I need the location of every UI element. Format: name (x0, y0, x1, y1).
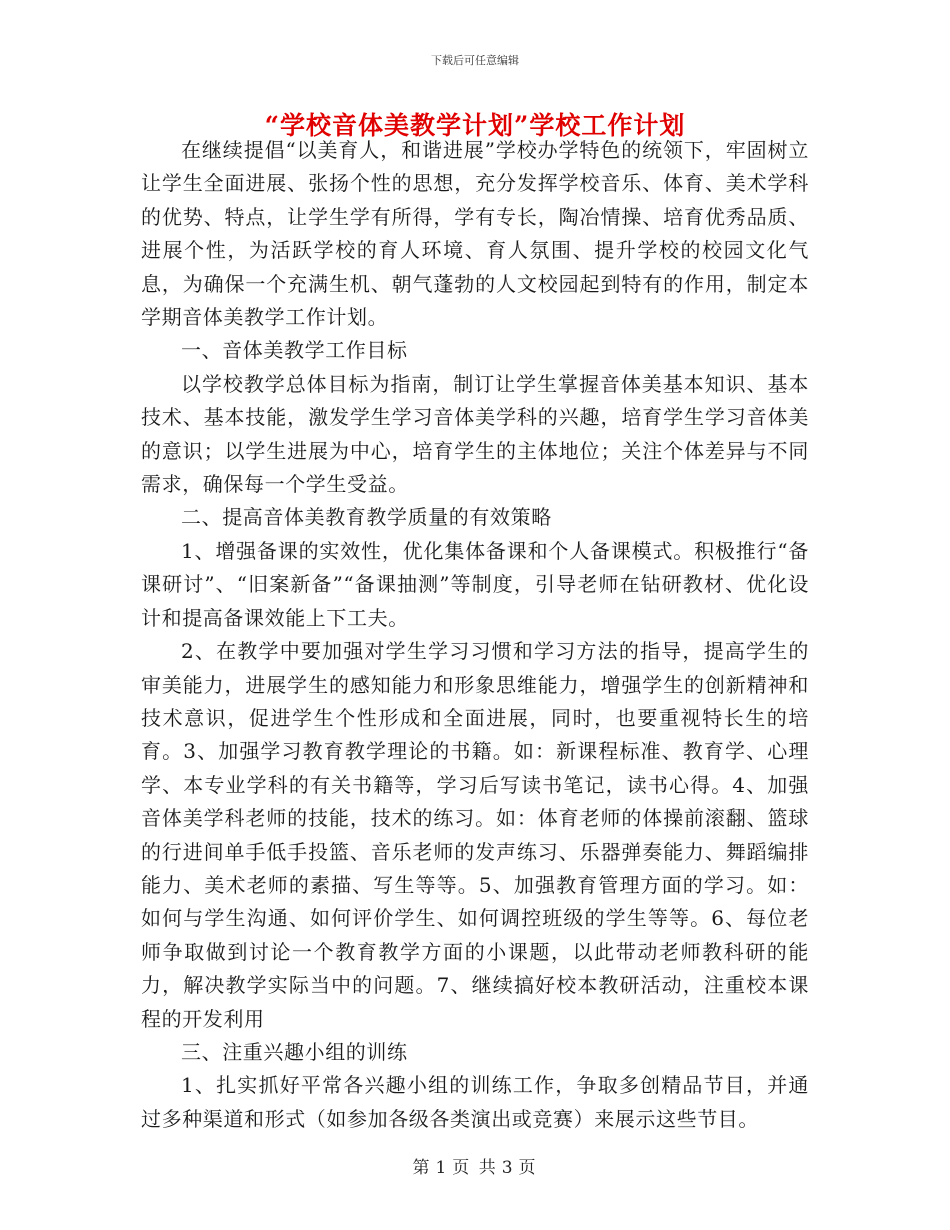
section-heading-1: 一、音体美教学工作目标 (181, 338, 408, 363)
footer-mid: 页 共 (452, 1158, 498, 1178)
paragraph-strategy-1: 1、增强备课的实效性，优化集体备课和个人备课模式。积极推行“备课研讨”、“旧案新备”“备课抽测”等制度，引导老师在钻研教材、优化设计和提高备课效能上下工夫。 (141, 538, 809, 630)
section-heading-2: 二、提高音体美教育教学质量的有效策略 (181, 505, 552, 530)
page-header-note: 下载后可任意编辑 (431, 54, 519, 67)
footer-suffix: 页 (518, 1158, 538, 1178)
footer-total-pages: 3 (501, 1158, 515, 1178)
footer-current-page: 1 (435, 1158, 449, 1178)
document-body (141, 134, 809, 1136)
page-footer (0, 1153, 950, 1178)
document-title: “学校音体美教学计划”学校工作计划 (264, 111, 686, 140)
paragraph-goals: 以学校教学总体目标为指南，制订让学生掌握音体美基本知识、基本技术、基本技能，激发学生学习音体美学科的兴趣，培育学生学习音体美的意识；以学生进展为中心，培育学生的主体地位；关注个体差异与不同需求，确保每一个学生受益。 (141, 371, 809, 497)
footer-prefix: 第 (412, 1158, 432, 1178)
section-heading-3: 三、注重兴趣小组的训练 (181, 1039, 408, 1064)
paragraph-interest-groups-1: 1、扎实抓好平常各兴趣小组的训练工作，争取多创精品节目，并通过多种渠道和形式（如参加各级各类演出或竞赛）来展示这些节目。 (141, 1073, 809, 1131)
paragraph-intro: 在继续提倡“以美育人，和谐进展”学校办学特色的统领下，牢固树立让学生全面进展、张扬个性的思想，充分发挥学校音乐、体育、美术学科的优势、特点，让学生学有所得，学有专长，陶冶情操、培育优秀品质、进展个性，为活跃学校的育人环境、育人氛围、提升学校的校园文化气息，为确保一个充满生机、朝气蓬勃的人文校园起到特有的作用，制定本学期音体美教学工作计划。 (141, 138, 809, 330)
paragraph-strategy-2: 2、在教学中要加强对学生学习习惯和学习方法的指导，提高学生的审美能力，进展学生的感知能力和形象思维能力，增强学生的创新精神和技术意识，促进学生个性形成和全面进展，同时，也要重视特长生的培育。3、加强学习教育教学理论的书籍。如：新课程标准、教育学、心理学、本专业学科的有关书籍等，学习后写读书笔记，读书心得。4、加强音体美学科老师的技能，技术的练习。如：体育老师的体操前滚翻、篮球的行进间单手低手投篮、音乐老师的发声练习、乐器弹奏能力、舞蹈编排能力、美术老师的素描、写生等等。5、加强教育管理方面的学习。如：如何与学生沟通、如何评价学生、如何调控班级的学生等等。6、每位老师争取做到讨论一个教育教学方面的小课题，以此带动老师教科研的能力，解决教学实际当中的问题。7、继续搞好校本教研活动，注重校本课程的开发利用 (141, 639, 809, 1031)
